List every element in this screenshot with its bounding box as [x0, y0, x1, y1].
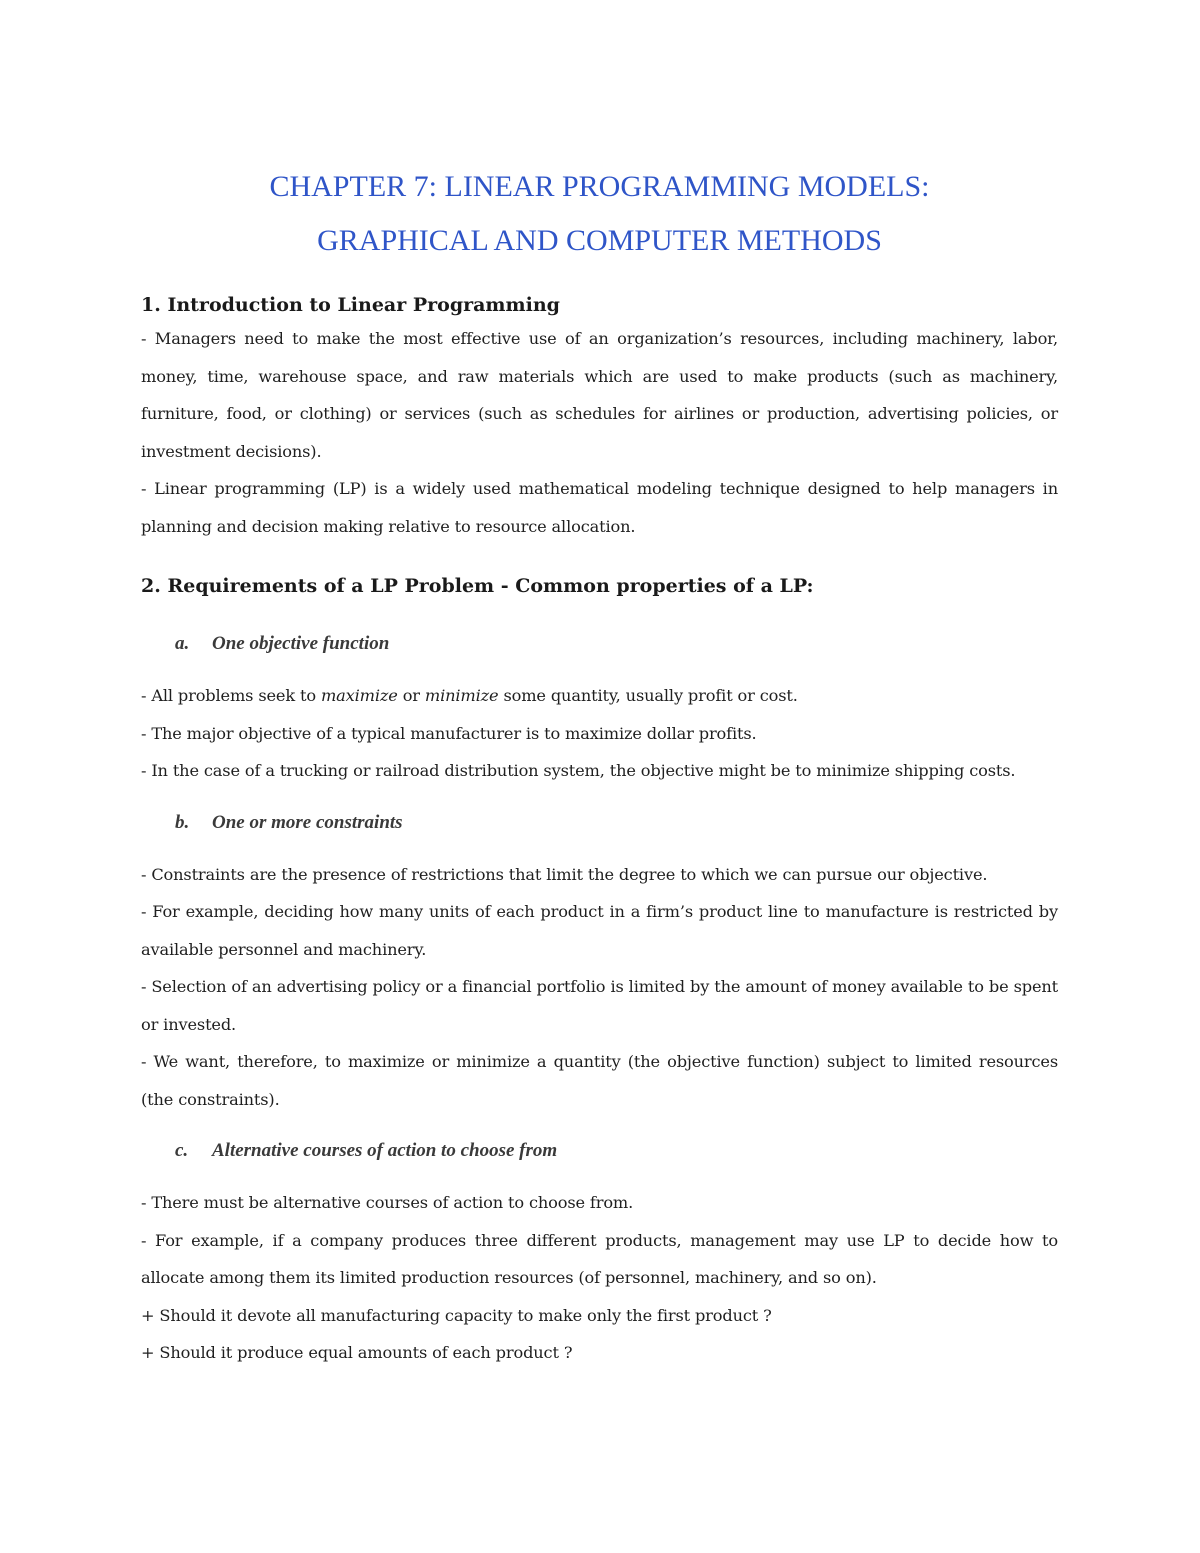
subsection-a-paragraph: [141, 677, 1058, 715]
subsection-a-paragraph: - In the case of a trucking or railroad distribution system, the objective might be to minimize shipping costs.: [141, 761, 1016, 780]
chapter-title-line-1: CHAPTER 7: LINEAR PROGRAMMING MODELS:: [269, 170, 930, 203]
emphasis-text: minimize: [424, 686, 499, 705]
subsection-b-paragraph: - Constraints are the presence of restrictions that limit the degree to which we can pursue our objective.: [141, 864, 988, 884]
subsection-c-heading: [141, 1138, 1058, 1164]
emphasis-text: maximize: [320, 686, 398, 705]
subsection-c-paragraph: - There must be alternative courses of action to choose from.: [141, 1193, 634, 1212]
subsection-letter: a.: [175, 633, 190, 654]
section-1-paragraph: - Managers need to make the most effective use of an organization’s resources, including machinery, labor, money, time, warehouse space, and raw materials which are used to make products (such as machinery, furniture, food, or clothing) or services (such as schedules for airlines or production, advertising policies, or investment decisions).: [141, 329, 1058, 461]
subsection-a-heading: [141, 631, 1058, 657]
subsection-letter: b.: [175, 811, 190, 833]
section-1-paragraph: - Linear programming (LP) is a widely used mathematical modeling technique designed to help managers in planning and decision making relative to resource allocation.: [141, 479, 1058, 536]
subsection-b-paragraph: - For example, deciding how many units of each product in a firm’s product line to manufacture is restricted by available personnel and machinery.: [141, 902, 1058, 959]
subsection-a-paragraph: - The major objective of a typical manufacturer is to maximize dollar profits.: [141, 723, 757, 743]
subsection-title: One objective function: [212, 633, 390, 654]
section-1-heading: 1. Introduction to Linear Programming: [141, 294, 560, 316]
subsection-b-paragraph: - We want, therefore, to maximize or minimize a quantity (the objective function) subject to limited resources (the constraints).: [141, 1052, 1058, 1109]
subsection-title: Alternative courses of action to choose from: [212, 1140, 558, 1161]
chapter-title-line-2: GRAPHICAL AND COMPUTER METHODS: [317, 224, 882, 257]
chapter-title: [141, 160, 1058, 268]
subsection-b-heading: [141, 810, 1058, 836]
text-run: some quantity, usually profit or cost.: [498, 686, 798, 705]
text-run: - All problems seek to: [141, 686, 321, 705]
subsection-b-paragraph: - Selection of an advertising policy or a financial portfolio is limited by the amount of money available to be spent or invested.: [141, 977, 1058, 1034]
document-page: [141, 160, 1058, 1372]
subsection-c-paragraph: + Should it devote all manufacturing capacity to make only the first product ?: [141, 1305, 772, 1325]
subsection-letter: c.: [175, 1140, 189, 1161]
subsection-c-paragraph: + Should it produce equal amounts of each product ?: [141, 1343, 573, 1362]
text-run: or: [397, 686, 425, 705]
subsection-c-paragraph: - For example, if a company produces three different products, management may use LP to decide how to allocate among them its limited production resources (of personnel, machinery, and so on).: [141, 1230, 1058, 1287]
subsection-title: One or more constraints: [212, 811, 403, 833]
section-2-heading: 2. Requirements of a LP Problem - Common properties of a LP:: [141, 575, 814, 597]
